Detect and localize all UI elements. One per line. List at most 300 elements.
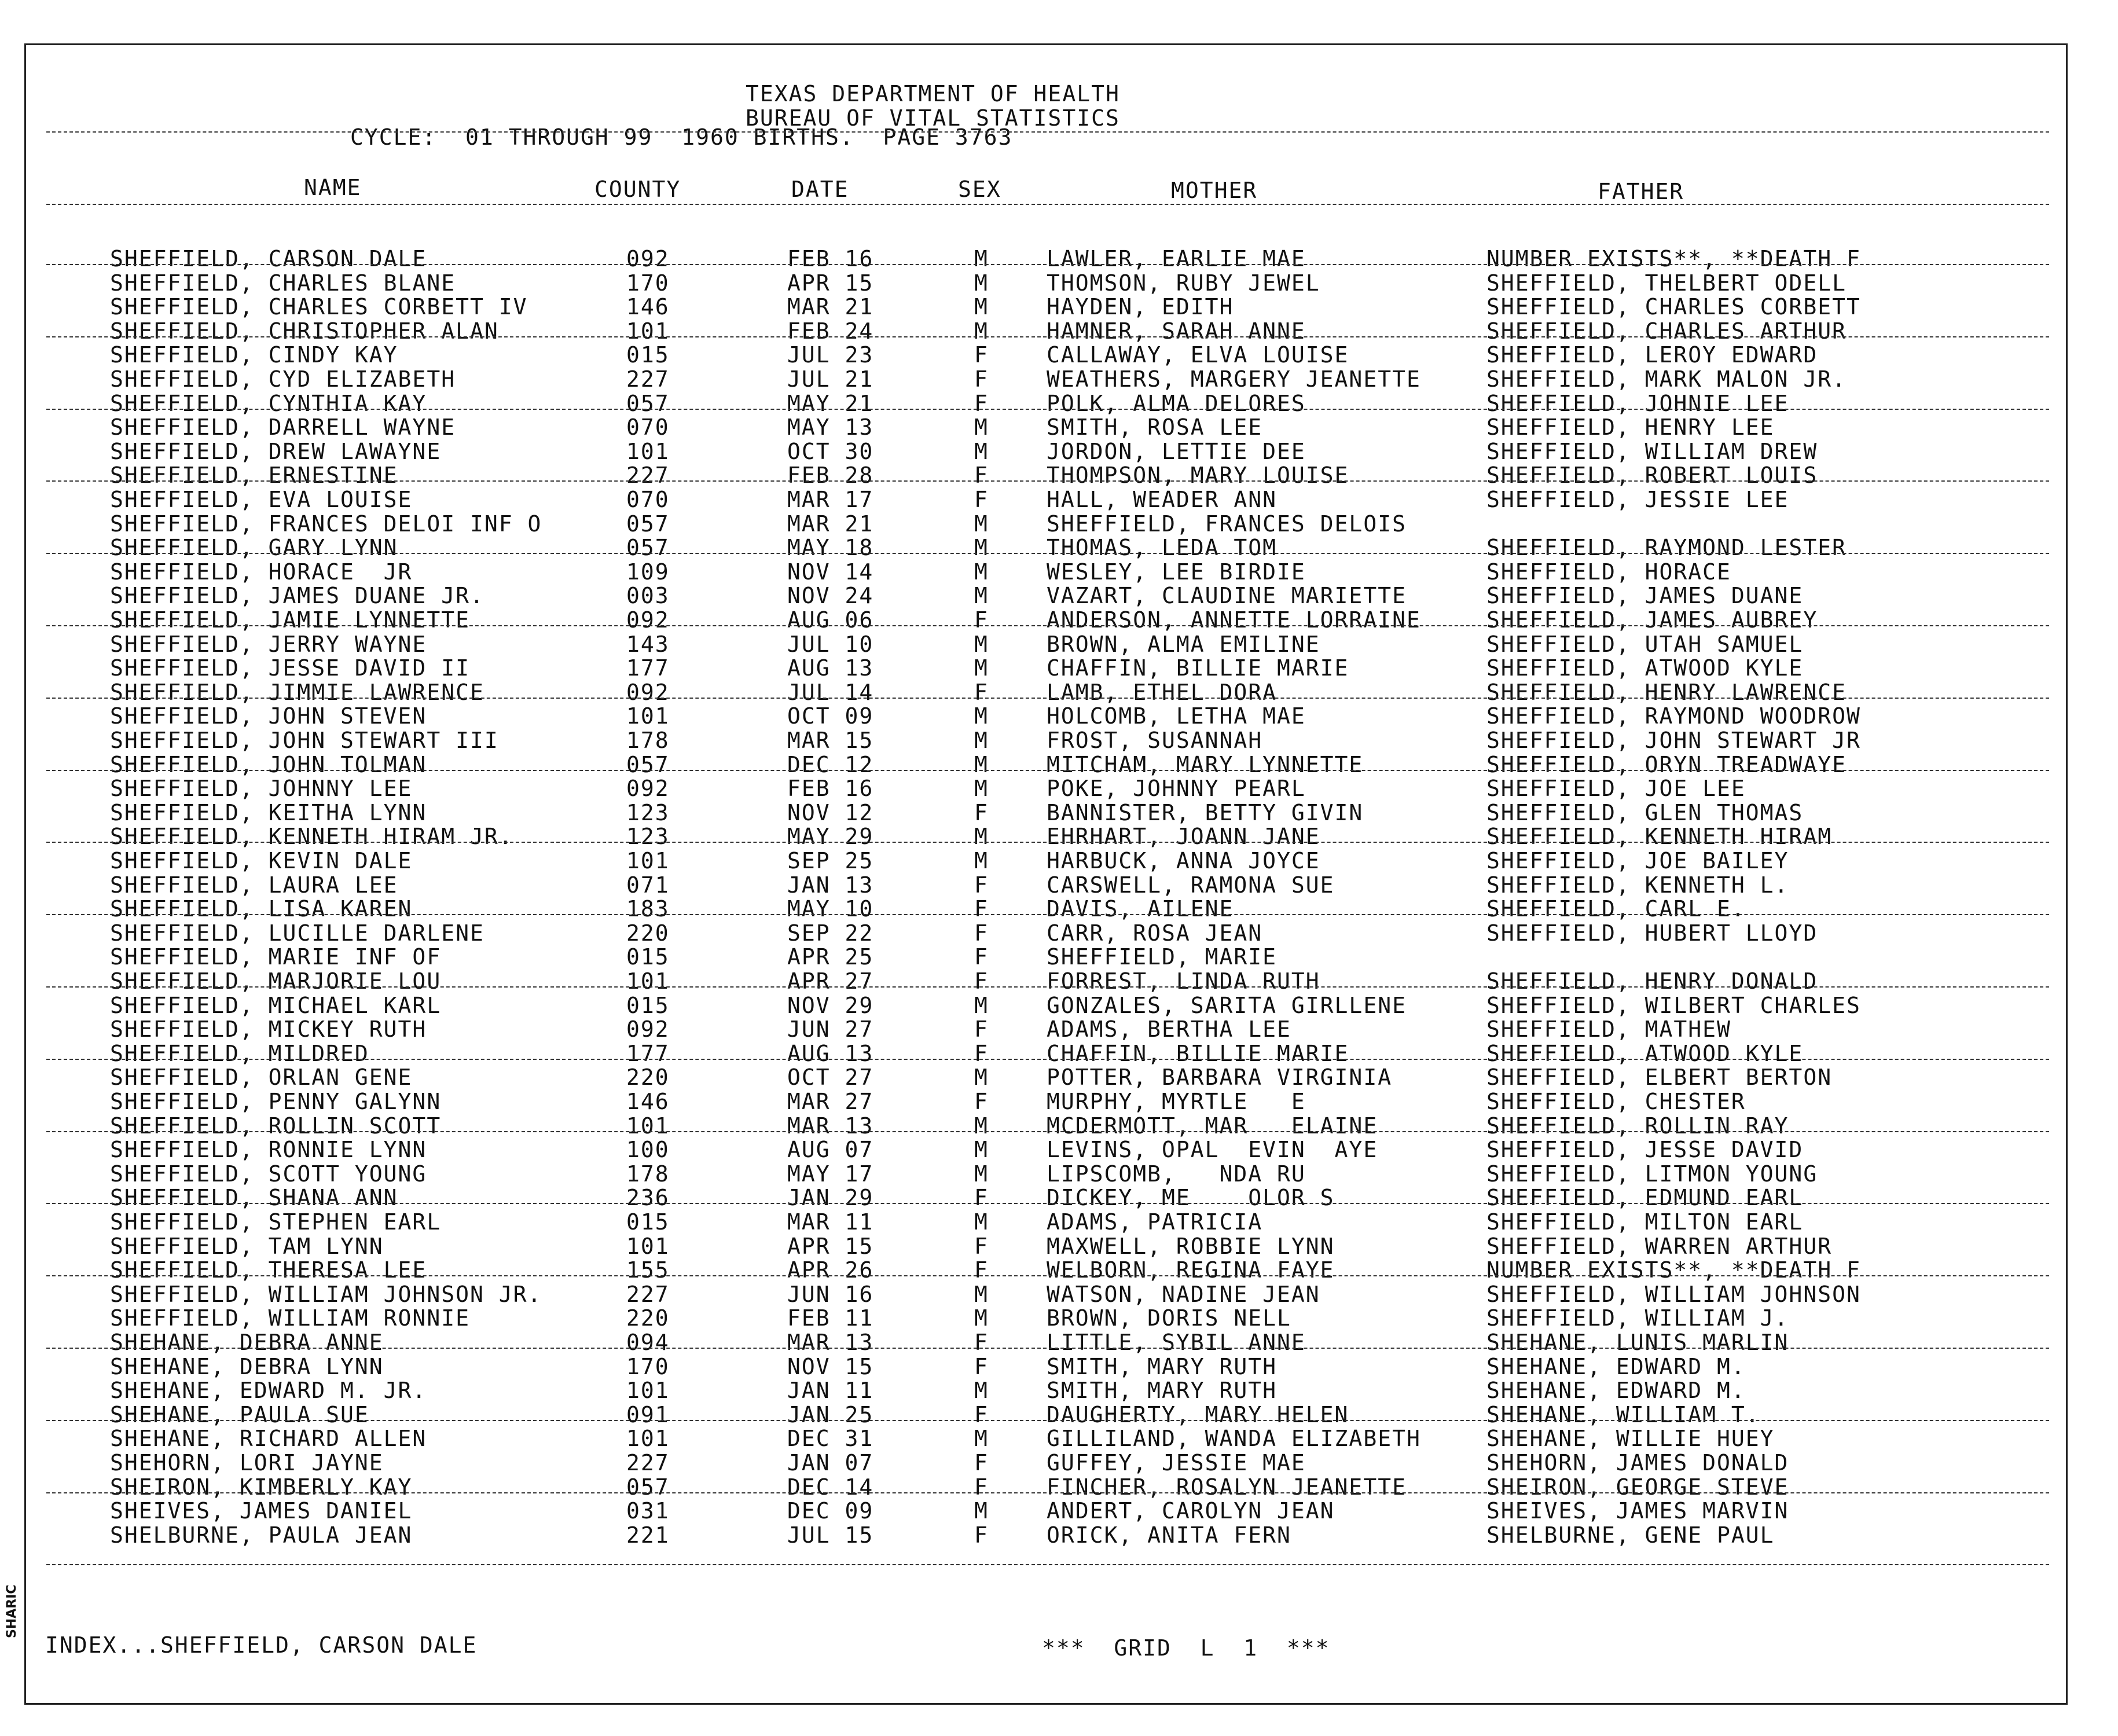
record-name: SHEFFIELD, MICKEY RUTH: [110, 1016, 427, 1042]
record-father: SHEFFIELD, JAMES DUANE: [1486, 583, 1804, 608]
record-county: 101: [626, 1426, 670, 1451]
record-date: MAY 17: [787, 1161, 874, 1187]
record-date: MAR 17: [787, 487, 874, 512]
record-name: SHEFFIELD, HORACE JR: [110, 559, 413, 585]
record-sex: F: [974, 1041, 989, 1066]
record-father: SHEFFIELD, WARREN ARTHUR: [1486, 1234, 1833, 1259]
record-father: SHEFFIELD, MATHEW: [1486, 1016, 1731, 1042]
record-name: SHEFFIELD, SCOTT YOUNG: [110, 1161, 427, 1187]
record-sex: M: [974, 703, 989, 729]
record-sex: F: [974, 463, 989, 488]
record-father: SHEFFIELD, MILTON EARL: [1486, 1209, 1804, 1235]
record-father: NUMBER EXISTS**, **DEATH F: [1486, 1257, 1861, 1283]
divider-columns: [46, 204, 2049, 205]
record-county: 031: [626, 1498, 670, 1524]
record-county: 101: [626, 703, 670, 729]
record-father: SHEFFIELD, WILBERT CHARLES: [1486, 993, 1861, 1018]
record-date: DEC 09: [787, 1498, 874, 1524]
record-name: SHEFFIELD, CYNTHIA KAY: [110, 391, 427, 416]
record-name: SHEFFIELD, WILLIAM JOHNSON JR.: [110, 1282, 542, 1307]
row-rule: [46, 1059, 2049, 1060]
record-date: SEP 22: [787, 920, 874, 946]
record-father: SHEFFIELD, EDMUND EARL: [1486, 1185, 1804, 1210]
record-mother: FINCHER, ROSALYN JEANETTE: [1047, 1474, 1407, 1500]
record-name: SHEFFIELD, MARJORIE LOU: [110, 968, 442, 994]
record-date: APR 26: [787, 1257, 874, 1283]
record-county: 101: [626, 1378, 670, 1403]
record-county: 170: [626, 1354, 670, 1379]
record-county: 071: [626, 872, 670, 898]
record-date: DEC 31: [787, 1426, 874, 1451]
row-rule: [46, 1564, 2049, 1565]
record-name: SHEFFIELD, MARIE INF OF: [110, 944, 442, 970]
record-mother: HAMNER, SARAH ANNE: [1047, 318, 1306, 344]
record-mother: THOMPSON, MARY LOUISE: [1047, 463, 1349, 488]
record-date: FEB 16: [787, 246, 874, 271]
record-date: MAR 11: [787, 1209, 874, 1235]
record-mother: ADAMS, BERTHA LEE: [1047, 1016, 1291, 1042]
record-date: APR 27: [787, 968, 874, 994]
record-father: SHEFFIELD, LEROY EDWARD: [1486, 342, 1818, 368]
record-mother: CALLAWAY, ELVA LOUISE: [1047, 342, 1349, 368]
row-rule: [46, 480, 2049, 482]
record-name: SHEFFIELD, JOHN STEVEN: [110, 703, 427, 729]
record-father: SHEHANE, EDWARD M.: [1486, 1354, 1746, 1379]
record-county: 091: [626, 1402, 670, 1427]
grid-label: *** GRID L 1 ***: [1042, 1635, 1330, 1661]
record-county: 146: [626, 294, 670, 320]
record-name: SHEFFIELD, DREW LAWAYNE: [110, 439, 442, 464]
record-county: 178: [626, 1161, 670, 1187]
record-father: SHEFFIELD, ORYN TREADWAYE: [1486, 752, 1847, 777]
record-sex: F: [974, 1257, 989, 1283]
record-father: SHEFFIELD, ELBERT BERTON: [1486, 1065, 1833, 1090]
record-sex: M: [974, 824, 989, 849]
record-date: MAR 21: [787, 511, 874, 537]
record-name: SHEFFIELD, JOHN STEWART III: [110, 728, 499, 753]
record-county: 101: [626, 1113, 670, 1139]
record-father: SHEFFIELD, UTAH SAMUEL: [1486, 632, 1804, 657]
record-date: FEB 24: [787, 318, 874, 344]
record-mother: VAZART, CLAUDINE MARIETTE: [1047, 583, 1407, 608]
record-date: JUN 27: [787, 1016, 874, 1042]
record-father: SHEFFIELD, MARK MALON JR.: [1486, 366, 1847, 392]
record-mother: SMITH, ROSA LEE: [1047, 414, 1263, 440]
record-sex: F: [974, 1330, 989, 1355]
record-sex: F: [974, 968, 989, 994]
record-father: SHEHANE, EDWARD M.: [1486, 1378, 1746, 1403]
record-county: 178: [626, 728, 670, 753]
record-sex: M: [974, 318, 989, 344]
record-name: SHEFFIELD, JAMES DUANE JR.: [110, 583, 484, 608]
record-sex: M: [974, 993, 989, 1018]
record-date: FEB 16: [787, 776, 874, 801]
record-father: SHEFFIELD, HENRY DONALD: [1486, 968, 1818, 994]
record-county: 109: [626, 559, 670, 585]
record-mother: BROWN, DORIS NELL: [1047, 1305, 1291, 1331]
row-rule: [46, 770, 2049, 771]
record-date: APR 25: [787, 944, 874, 970]
record-name: SHEFFIELD, MILDRED: [110, 1041, 369, 1066]
record-county: 221: [626, 1522, 670, 1548]
record-county: 220: [626, 920, 670, 946]
record-sex: M: [974, 1378, 989, 1403]
record-father: SHEFFIELD, RAYMOND LESTER: [1486, 535, 1847, 560]
header-date: DATE: [791, 177, 849, 202]
record-mother: HARBUCK, ANNA JOYCE: [1047, 848, 1320, 873]
record-county: 057: [626, 511, 670, 537]
record-county: 177: [626, 1041, 670, 1066]
record-mother: BANNISTER, BETTY GIVIN: [1047, 800, 1364, 825]
record-sex: M: [974, 270, 989, 296]
record-mother: GONZALES, SARITA GIRLLENE: [1047, 993, 1407, 1018]
record-father: SHEFFIELD, WILLIAM DREW: [1486, 439, 1818, 464]
record-father: SHEHORN, JAMES DONALD: [1486, 1450, 1789, 1476]
side-label: SHARIC: [5, 1584, 19, 1638]
record-date: JUL 21: [787, 366, 874, 392]
record-county: 220: [626, 1305, 670, 1331]
cycle-line: CYCLE: 01 THROUGH 99 1960 BIRTHS. PAGE 3763: [350, 124, 1013, 150]
record-name: SHEFFIELD, KENNETH HIRAM JR.: [110, 824, 513, 849]
record-mother: THOMSON, RUBY JEWEL: [1047, 270, 1320, 296]
record-father: SHEFFIELD, JESSIE LEE: [1486, 487, 1789, 512]
record-county: 123: [626, 800, 670, 825]
record-county: 143: [626, 632, 670, 657]
record-sex: F: [974, 1474, 989, 1500]
record-mother: ANDERSON, ANNETTE LORRAINE: [1047, 607, 1421, 633]
index-label: INDEX...SHEFFIELD, CARSON DALE: [45, 1632, 478, 1658]
record-sex: M: [974, 1426, 989, 1451]
header-name: NAME: [304, 175, 362, 200]
record-sex: M: [974, 1113, 989, 1139]
record-sex: F: [974, 1522, 989, 1548]
record-sex: F: [974, 944, 989, 970]
record-sex: M: [974, 583, 989, 608]
record-date: MAR 13: [787, 1113, 874, 1139]
record-county: 227: [626, 1450, 670, 1476]
record-mother: WEATHERS, MARGERY JEANETTE: [1047, 366, 1421, 392]
record-name: SHEFFIELD, STEPHEN EARL: [110, 1209, 442, 1235]
record-name: SHEFFIELD, MICHAEL KARL: [110, 993, 442, 1018]
record-sex: F: [974, 366, 989, 392]
record-name: SHEIRON, KIMBERLY KAY: [110, 1474, 413, 1500]
record-father: SHELBURNE, GENE PAUL: [1486, 1522, 1775, 1548]
row-rule: [46, 625, 2049, 626]
record-name: SHEFFIELD, SHANA ANN: [110, 1185, 398, 1210]
record-date: NOV 12: [787, 800, 874, 825]
record-sex: M: [974, 414, 989, 440]
record-name: SHEFFIELD, TAM LYNN: [110, 1234, 384, 1259]
record-county: 070: [626, 487, 670, 512]
record-name: SHEHANE, DEBRA LYNN: [110, 1354, 384, 1379]
record-sex: F: [974, 1234, 989, 1259]
record-date: JAN 29: [787, 1185, 874, 1210]
record-name: SHEFFIELD, CHARLES BLANE: [110, 270, 456, 296]
record-county: 146: [626, 1089, 670, 1114]
record-county: 070: [626, 414, 670, 440]
record-name: SHEFFIELD, KEITHA LYNN: [110, 800, 427, 825]
record-mother: HAYDEN, EDITH: [1047, 294, 1234, 320]
record-name: SHEHANE, DEBRA ANNE: [110, 1330, 384, 1355]
record-county: 100: [626, 1137, 670, 1162]
record-date: MAY 18: [787, 535, 874, 560]
record-sex: M: [974, 439, 989, 464]
record-date: JUN 16: [787, 1282, 874, 1307]
record-mother: ANDERT, CAROLYN JEAN: [1047, 1498, 1335, 1524]
record-sex: F: [974, 896, 989, 922]
record-mother: FORREST, LINDA RUTH: [1047, 968, 1320, 994]
record-name: SHEFFIELD, GARY LYNN: [110, 535, 398, 560]
record-date: OCT 09: [787, 703, 874, 729]
header-county: COUNTY: [594, 177, 681, 202]
record-county: 057: [626, 391, 670, 416]
record-name: SHEFFIELD, RONNIE LYNN: [110, 1137, 427, 1162]
record-date: FEB 28: [787, 463, 874, 488]
record-name: SHEIVES, JAMES DANIEL: [110, 1498, 413, 1524]
record-date: JAN 07: [787, 1450, 874, 1476]
record-mother: DAUGHERTY, MARY HELEN: [1047, 1402, 1349, 1427]
record-date: JUL 14: [787, 680, 874, 705]
row-rule: [46, 698, 2049, 699]
record-name: SHEFFIELD, LAURA LEE: [110, 872, 398, 898]
record-county: 183: [626, 896, 670, 922]
record-county: 003: [626, 583, 670, 608]
record-mother: POTTER, BARBARA VIRGINIA: [1047, 1065, 1393, 1090]
record-county: 092: [626, 1016, 670, 1042]
record-date: MAY 21: [787, 391, 874, 416]
record-father: SHEFFIELD, ROBERT LOUIS: [1486, 463, 1818, 488]
record-name: SHEFFIELD, CYD ELIZABETH: [110, 366, 456, 392]
record-sex: F: [974, 680, 989, 705]
record-mother: ORICK, ANITA FERN: [1047, 1522, 1291, 1548]
record-date: MAY 13: [787, 414, 874, 440]
record-mother: SMITH, MARY RUTH: [1047, 1354, 1278, 1379]
bureau-title: BUREAU OF VITAL STATISTICS: [746, 105, 1120, 131]
row-rule: [46, 1131, 2049, 1132]
record-name: SHEFFIELD, PENNY GALYNN: [110, 1089, 442, 1114]
record-father: SHEFFIELD, HORACE: [1486, 559, 1731, 585]
record-mother: LEVINS, OPAL EVIN AYE: [1047, 1137, 1378, 1162]
record-sex: M: [974, 246, 989, 271]
record-mother: GUFFEY, JESSIE MAE: [1047, 1450, 1306, 1476]
record-father: SHEFFIELD, ROLLIN RAY: [1486, 1113, 1789, 1139]
row-rule: [46, 553, 2049, 554]
record-father: SHEFFIELD, CHARLES CORBETT: [1486, 294, 1861, 320]
record-mother: MURPHY, MYRTLE E: [1047, 1089, 1306, 1114]
record-mother: MAXWELL, ROBBIE LYNN: [1047, 1234, 1335, 1259]
record-sex: M: [974, 294, 989, 320]
record-mother: SMITH, MARY RUTH: [1047, 1378, 1278, 1403]
record-mother: WESLEY, LEE BIRDIE: [1047, 559, 1306, 585]
record-mother: BROWN, ALMA EMILINE: [1047, 632, 1320, 657]
record-county: 227: [626, 463, 670, 488]
row-rule: [46, 1420, 2049, 1421]
record-date: AUG 07: [787, 1137, 874, 1162]
record-county: 015: [626, 1209, 670, 1235]
record-name: SHEFFIELD, ORLAN GENE: [110, 1065, 413, 1090]
record-county: 170: [626, 270, 670, 296]
record-father: SHEFFIELD, LITMON YOUNG: [1486, 1161, 1818, 1187]
record-date: NOV 15: [787, 1354, 874, 1379]
record-mother: WELBORN, REGINA FAYE: [1047, 1257, 1335, 1283]
record-sex: F: [974, 1016, 989, 1042]
record-date: MAY 10: [787, 896, 874, 922]
record-name: SHEFFIELD, JOHN TOLMAN: [110, 752, 427, 777]
record-name: SHEFFIELD, ERNESTINE: [110, 463, 398, 488]
record-father: SHEFFIELD, CARL E.: [1486, 896, 1746, 922]
record-father: SHEHANE, LUNIS MARLIN: [1486, 1330, 1789, 1355]
record-mother: ADAMS, PATRICIA: [1047, 1209, 1263, 1235]
row-rule: [46, 409, 2049, 410]
record-father: SHEIRON, GEORGE STEVE: [1486, 1474, 1789, 1500]
record-mother: SHEFFIELD, FRANCES DELOIS: [1047, 511, 1407, 537]
record-mother: GILLILAND, WANDA ELIZABETH: [1047, 1426, 1421, 1451]
record-name: SHEFFIELD, CHRISTOPHER ALAN: [110, 318, 499, 344]
record-county: 057: [626, 1474, 670, 1500]
record-sex: M: [974, 1305, 989, 1331]
record-mother: CHAFFIN, BILLIE MARIE: [1047, 655, 1349, 681]
record-mother: LITTLE, SYBIL ANNE: [1047, 1330, 1306, 1355]
record-mother: HALL, WEADER ANN: [1047, 487, 1278, 512]
row-rule: [46, 1275, 2049, 1276]
record-county: 101: [626, 848, 670, 873]
record-mother: EHRHART, JOANN JANE: [1047, 824, 1320, 849]
record-county: 123: [626, 824, 670, 849]
record-county: 094: [626, 1330, 670, 1355]
record-father: SHEFFIELD, CHARLES ARTHUR: [1486, 318, 1847, 344]
record-name: SHEFFIELD, JOHNNY LEE: [110, 776, 413, 801]
record-name: SHEFFIELD, JERRY WAYNE: [110, 632, 427, 657]
record-mother: POLK, ALMA DELORES: [1047, 391, 1306, 416]
record-name: SHEFFIELD, LISA KAREN: [110, 896, 413, 922]
record-sex: M: [974, 535, 989, 560]
record-sex: F: [974, 391, 989, 416]
record-name: SHEHORN, LORI JAYNE: [110, 1450, 384, 1476]
record-date: AUG 13: [787, 1041, 874, 1066]
record-father: SHEIVES, JAMES MARVIN: [1486, 1498, 1789, 1524]
record-sex: M: [974, 511, 989, 537]
record-county: 057: [626, 535, 670, 560]
record-county: 155: [626, 1257, 670, 1283]
record-date: SEP 25: [787, 848, 874, 873]
record-county: 057: [626, 752, 670, 777]
record-father: SHEFFIELD, HENRY LAWRENCE: [1486, 680, 1847, 705]
record-mother: THOMAS, LEDA TOM: [1047, 535, 1278, 560]
record-name: SHEFFIELD, JIMMIE LAWRENCE: [110, 680, 484, 705]
row-rule: [46, 986, 2049, 988]
record-name: SHEFFIELD, CINDY KAY: [110, 342, 398, 368]
record-father: SHEFFIELD, JAMES AUBREY: [1486, 607, 1818, 633]
record-sex: M: [974, 1065, 989, 1090]
record-father: SHEFFIELD, JOHN STEWART JR: [1486, 728, 1861, 753]
record-father: SHEFFIELD, JESSE DAVID: [1486, 1137, 1804, 1162]
record-mother: FROST, SUSANNAH: [1047, 728, 1263, 753]
record-sex: F: [974, 1450, 989, 1476]
record-county: 177: [626, 655, 670, 681]
record-mother: MCDERMOTT, MAR ELAINE: [1047, 1113, 1378, 1139]
record-county: 092: [626, 246, 670, 271]
record-county: 101: [626, 318, 670, 344]
record-name: SHEFFIELD, ROLLIN SCOTT: [110, 1113, 442, 1139]
record-father: SHEFFIELD, RAYMOND WOODROW: [1486, 703, 1861, 729]
record-sex: F: [974, 487, 989, 512]
record-sex: F: [974, 920, 989, 946]
record-name: SHEFFIELD, CHARLES CORBETT IV: [110, 294, 528, 320]
record-date: DEC 12: [787, 752, 874, 777]
record-date: JAN 13: [787, 872, 874, 898]
record-date: OCT 30: [787, 439, 874, 464]
record-father: SHEHANE, WILLIE HUEY: [1486, 1426, 1775, 1451]
record-name: SHEFFIELD, KEVIN DALE: [110, 848, 413, 873]
record-sex: M: [974, 776, 989, 801]
record-date: NOV 14: [787, 559, 874, 585]
record-father: SHEFFIELD, KENNETH L.: [1486, 872, 1789, 898]
record-date: OCT 27: [787, 1065, 874, 1090]
record-name: SHEFFIELD, JAMIE LYNNETTE: [110, 607, 470, 633]
record-name: SHEFFIELD, FRANCES DELOI INF O: [110, 511, 542, 537]
record-sex: M: [974, 632, 989, 657]
record-sex: M: [974, 1137, 989, 1162]
record-date: DEC 14: [787, 1474, 874, 1500]
record-county: 236: [626, 1185, 670, 1210]
record-sex: M: [974, 1209, 989, 1235]
record-name: SHELBURNE, PAULA JEAN: [110, 1522, 413, 1548]
agency-title: TEXAS DEPARTMENT OF HEALTH: [746, 81, 1120, 107]
row-rule: [46, 1492, 2049, 1493]
record-mother: SHEFFIELD, MARIE: [1047, 944, 1278, 970]
record-father: SHEFFIELD, WILLIAM JOHNSON: [1486, 1282, 1861, 1307]
record-name: SHEHANE, PAULA SUE: [110, 1402, 369, 1427]
record-date: APR 15: [787, 270, 874, 296]
record-name: SHEFFIELD, JESSE DAVID II: [110, 655, 470, 681]
row-rule: [46, 914, 2049, 915]
record-name: SHEFFIELD, THERESA LEE: [110, 1257, 427, 1283]
record-sex: F: [974, 607, 989, 633]
record-father: SHEFFIELD, JOE BAILEY: [1486, 848, 1789, 873]
record-date: MAY 29: [787, 824, 874, 849]
row-rule: [46, 336, 2049, 337]
record-sex: M: [974, 752, 989, 777]
record-date: JUL 23: [787, 342, 874, 368]
record-sex: F: [974, 872, 989, 898]
record-date: FEB 11: [787, 1305, 874, 1331]
record-mother: DICKEY, ME OLOR S: [1047, 1185, 1335, 1210]
record-mother: CHAFFIN, BILLIE MARIE: [1047, 1041, 1349, 1066]
record-county: 092: [626, 776, 670, 801]
record-sex: M: [974, 559, 989, 585]
record-sex: F: [974, 1185, 989, 1210]
record-mother: LIPSCOMB, NDA RU: [1047, 1161, 1306, 1187]
record-county: 227: [626, 366, 670, 392]
record-father: SHEFFIELD, HUBERT LLOYD: [1486, 920, 1818, 946]
record-county: 101: [626, 439, 670, 464]
record-date: JAN 11: [787, 1378, 874, 1403]
record-county: 015: [626, 944, 670, 970]
record-mother: POKE, JOHNNY PEARL: [1047, 776, 1306, 801]
record-name: SHEFFIELD, CARSON DALE: [110, 246, 427, 271]
record-date: NOV 24: [787, 583, 874, 608]
record-mother: HOLCOMB, LETHA MAE: [1047, 703, 1306, 729]
record-date: MAR 21: [787, 294, 874, 320]
record-date: AUG 13: [787, 655, 874, 681]
record-county: 092: [626, 607, 670, 633]
divider-top: [46, 131, 2049, 133]
record-mother: LAWLER, EARLIE MAE: [1047, 246, 1306, 271]
record-mother: CARSWELL, RAMONA SUE: [1047, 872, 1335, 898]
record-sex: M: [974, 655, 989, 681]
record-date: JUL 10: [787, 632, 874, 657]
record-sex: F: [974, 342, 989, 368]
